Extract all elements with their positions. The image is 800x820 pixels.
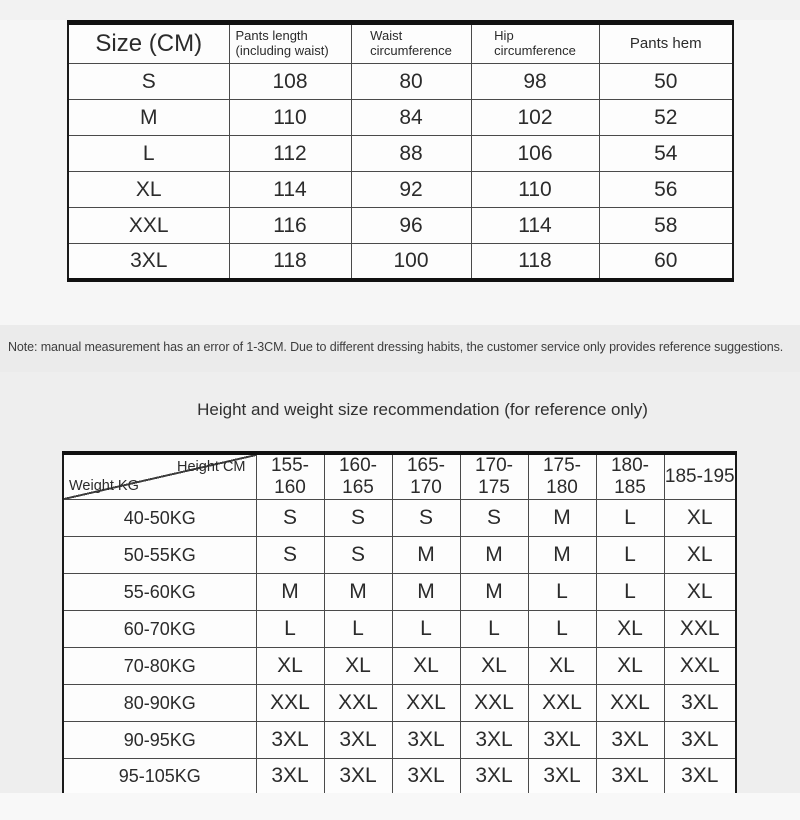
recommendation-section <box>0 372 800 793</box>
recommended-size-cell: XL <box>664 500 736 537</box>
weight-range-cell: 50-55KG <box>63 537 256 574</box>
weight-range-cell: 90-95KG <box>63 722 256 759</box>
measurement-cell: 106 <box>471 136 599 172</box>
measurement-cell: 110 <box>471 172 599 208</box>
size-label-cell: L <box>68 136 229 172</box>
size-label-cell: XL <box>68 172 229 208</box>
table-row <box>63 537 736 574</box>
recommended-size-cell: 3XL <box>460 722 528 759</box>
table-row <box>68 136 733 172</box>
table-row <box>63 574 736 611</box>
measurement-cell: 50 <box>599 64 733 100</box>
height-range-header: 185-195 <box>664 453 736 500</box>
hip-circumference-header <box>471 23 599 64</box>
pants-hem-header <box>599 23 733 64</box>
recommended-size-cell: L <box>256 611 324 648</box>
table-row <box>68 100 733 136</box>
measurement-cell: 58 <box>599 208 733 244</box>
recommended-size-cell: XL <box>596 648 664 685</box>
table-row <box>63 611 736 648</box>
recommended-size-cell: 3XL <box>392 759 460 796</box>
header-line: Waist <box>370 27 403 43</box>
weight-range-cell: 95-105KG <box>63 759 256 796</box>
table-row <box>63 648 736 685</box>
measurement-cell: 102 <box>471 100 599 136</box>
recommended-size-cell: M <box>460 574 528 611</box>
measurement-cell: 114 <box>471 208 599 244</box>
measurement-cell: 112 <box>229 136 351 172</box>
size-label-cell: XXL <box>68 208 229 244</box>
size-label-cell: 3XL <box>68 244 229 280</box>
recommended-size-cell: 3XL <box>596 759 664 796</box>
size-label-cell: M <box>68 100 229 136</box>
measurement-cell: 110 <box>229 100 351 136</box>
measurement-cell: 84 <box>351 100 471 136</box>
header-line: Hip <box>494 27 514 43</box>
recommended-size-cell: S <box>324 500 392 537</box>
weight-range-cell: 70-80KG <box>63 648 256 685</box>
table-row <box>63 722 736 759</box>
recommended-size-cell: 3XL <box>528 722 596 759</box>
recommended-size-cell: M <box>528 537 596 574</box>
recommended-size-cell: S <box>392 500 460 537</box>
recommended-size-cell: L <box>460 611 528 648</box>
recommended-size-cell: XXL <box>460 685 528 722</box>
recommended-size-cell: 3XL <box>392 722 460 759</box>
pants-length-header <box>229 23 351 64</box>
recommended-size-cell: L <box>392 611 460 648</box>
measurement-cell: 54 <box>599 136 733 172</box>
recommended-size-cell: XL <box>596 611 664 648</box>
recommended-size-cell: L <box>324 611 392 648</box>
recommended-size-cell: 3XL <box>256 722 324 759</box>
header-line: (including waist) <box>235 43 329 59</box>
measurement-cell: 100 <box>351 244 471 280</box>
measurement-cell: 52 <box>599 100 733 136</box>
recommended-size-cell: M <box>392 574 460 611</box>
height-range-header: 155-160 <box>256 453 324 500</box>
recommended-size-cell: M <box>324 574 392 611</box>
measurement-cell: 118 <box>471 244 599 280</box>
weight-range-cell: 80-90KG <box>63 685 256 722</box>
recommended-size-cell: XL <box>664 574 736 611</box>
recommended-size-cell: M <box>392 537 460 574</box>
bottom-margin-strip <box>0 793 800 820</box>
recommended-size-cell: 3XL <box>256 759 324 796</box>
weight-kg-label: Weight KG <box>69 478 139 494</box>
recommended-size-cell: 3XL <box>460 759 528 796</box>
height-header-row <box>63 453 736 500</box>
height-cm-label: Height CM <box>177 459 246 475</box>
recommended-size-cell: XL <box>392 648 460 685</box>
size-chart-page <box>0 20 800 820</box>
recommended-size-cell: XXL <box>596 685 664 722</box>
height-weight-corner-cell <box>63 453 256 500</box>
recommended-size-cell: 3XL <box>324 722 392 759</box>
recommended-size-cell: XXL <box>392 685 460 722</box>
recommended-size-cell: XXL <box>528 685 596 722</box>
measurement-header-row <box>68 23 733 64</box>
recommended-size-cell: XL <box>664 537 736 574</box>
recommended-size-cell: L <box>596 500 664 537</box>
measurement-cell: 118 <box>229 244 351 280</box>
table-row <box>68 208 733 244</box>
recommended-size-cell: 3XL <box>324 759 392 796</box>
recommended-size-cell: XL <box>460 648 528 685</box>
size-label-cell: S <box>68 64 229 100</box>
recommended-size-cell: L <box>596 537 664 574</box>
recommended-size-cell: XXL <box>664 648 736 685</box>
recommended-size-cell: M <box>256 574 324 611</box>
header-line: Pants length <box>235 27 308 43</box>
table-row <box>68 64 733 100</box>
recommended-size-cell: M <box>528 500 596 537</box>
measurement-cell: 98 <box>471 64 599 100</box>
header-line: circumference <box>494 43 576 59</box>
recommended-size-cell: XXL <box>664 611 736 648</box>
header-line: Pants hem <box>629 35 702 52</box>
recommended-size-cell: S <box>324 537 392 574</box>
recommended-size-cell: M <box>460 537 528 574</box>
measurement-cell: 56 <box>599 172 733 208</box>
measurement-note: Note: manual measurement has an error of 1-3CM. Due to different dressing habits, the customer service only provides reference suggestions. <box>8 340 784 354</box>
measurement-section <box>0 20 800 325</box>
recommended-size-cell: S <box>460 500 528 537</box>
height-range-header: 170-175 <box>460 453 528 500</box>
recommended-size-cell: S <box>256 537 324 574</box>
measurement-cell: 96 <box>351 208 471 244</box>
weight-range-cell: 60-70KG <box>63 611 256 648</box>
measurement-cell: 88 <box>351 136 471 172</box>
recommended-size-cell: S <box>256 500 324 537</box>
table-row <box>68 244 733 280</box>
height-range-header: 180-185 <box>596 453 664 500</box>
height-range-header: 175-180 <box>528 453 596 500</box>
recommended-size-cell: XL <box>528 648 596 685</box>
recommended-size-cell: 3XL <box>664 759 736 796</box>
measurement-cell: 60 <box>599 244 733 280</box>
table-row <box>68 172 733 208</box>
measurement-cell: 80 <box>351 64 471 100</box>
table-row <box>63 500 736 537</box>
recommended-size-cell: 3XL <box>596 722 664 759</box>
recommended-size-cell: L <box>528 611 596 648</box>
recommended-size-cell: 3XL <box>664 722 736 759</box>
recommendation-title: Height and weight size recommendation (for reference only) <box>197 400 648 419</box>
recommended-size-cell: L <box>528 574 596 611</box>
measurement-cell: 108 <box>229 64 351 100</box>
weight-range-cell: 40-50KG <box>63 500 256 537</box>
size-cm-header: Size (CM) <box>68 23 229 64</box>
table-row <box>63 685 736 722</box>
height-weight-table <box>62 451 737 798</box>
recommended-size-cell: XXL <box>324 685 392 722</box>
height-range-header: 165-170 <box>392 453 460 500</box>
recommended-size-cell: 3XL <box>664 685 736 722</box>
table-row <box>63 759 736 796</box>
recommended-size-cell: 3XL <box>528 759 596 796</box>
note-section <box>0 325 800 372</box>
pants-measurement-table <box>67 20 734 282</box>
waist-circumference-header <box>351 23 471 64</box>
measurement-cell: 92 <box>351 172 471 208</box>
measurement-cell: 116 <box>229 208 351 244</box>
measurement-cell: 114 <box>229 172 351 208</box>
height-range-header: 160-165 <box>324 453 392 500</box>
header-line: circumference <box>370 43 452 59</box>
recommended-size-cell: XXL <box>256 685 324 722</box>
recommended-size-cell: L <box>596 574 664 611</box>
recommended-size-cell: XL <box>324 648 392 685</box>
recommended-size-cell: XL <box>256 648 324 685</box>
weight-range-cell: 55-60KG <box>63 574 256 611</box>
